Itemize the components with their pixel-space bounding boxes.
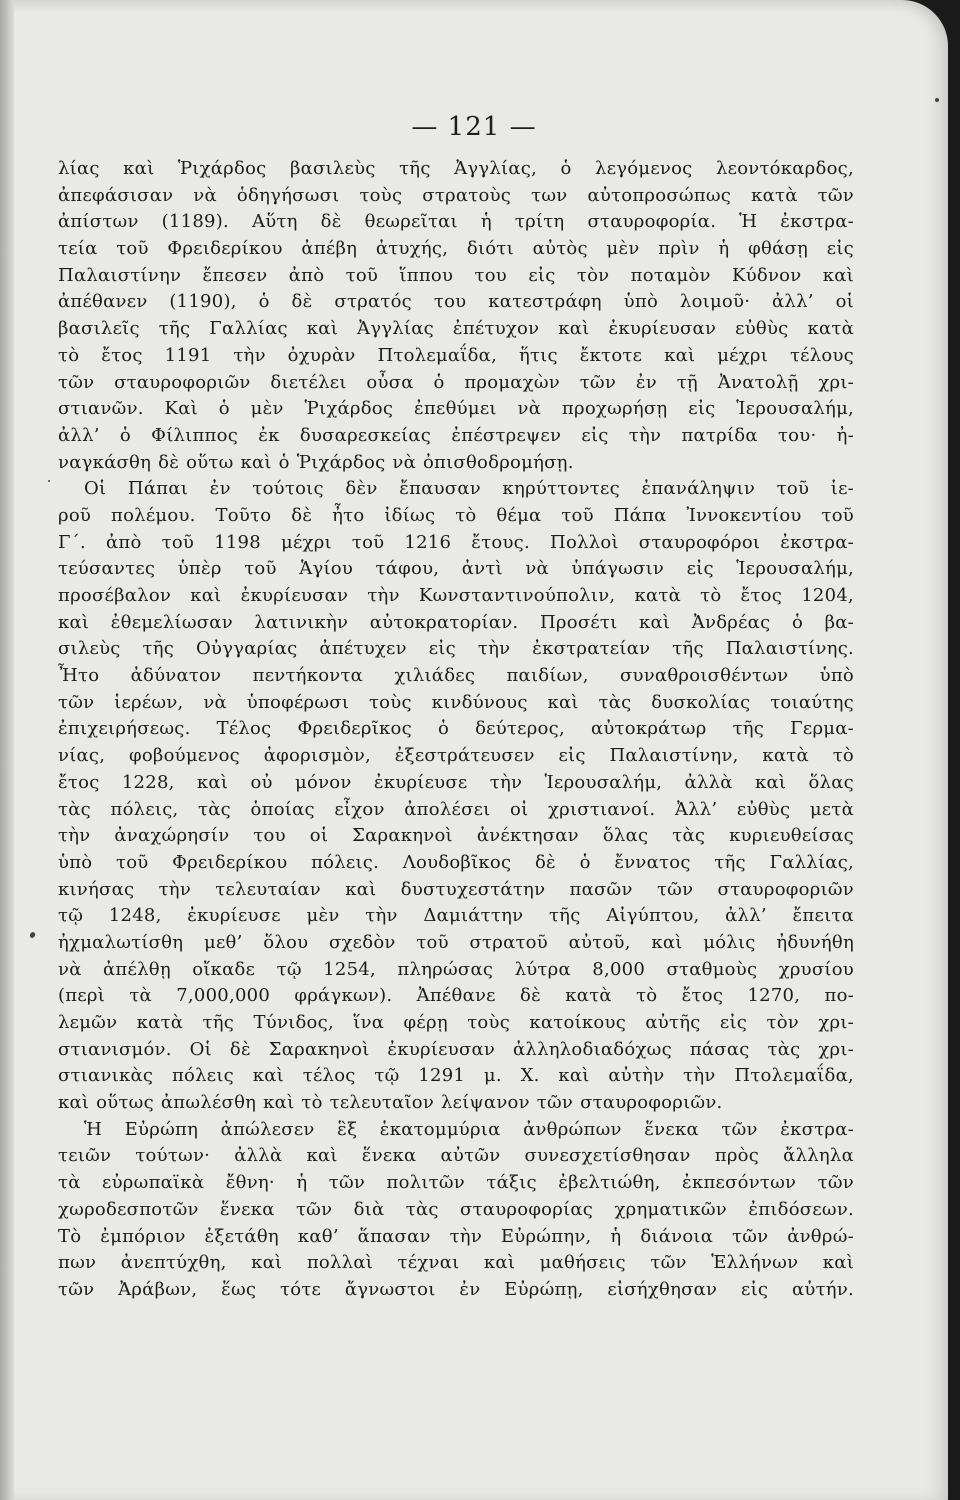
text-line: στιανισμόν. Οἱ δὲ Σαρακηνοὶ ἐκυρίευσαν ἀλληλοδιαδόχως πάσας τὰς χρι- [58, 1038, 854, 1060]
ink-speck [48, 480, 50, 482]
text-line: τεία τοῦ Φρειδερίκου ἀπέβη ἀτυχής, διότι αὐτὸς μὲν πρὶν ἡ φθάσῃ εἰς [58, 238, 854, 260]
text-line: πων ἀνεπτύχθη, καὶ πολλαὶ τέχναι καὶ μαθήσεις τῶν Ἑλλήνων καὶ [58, 1252, 854, 1274]
text-line: τὴν ἀναχώρησίν του οἱ Σαρακηνοὶ ἀνέκτησαν ὅλας τὰς κυριευθείσας [58, 825, 854, 847]
text-line: στιανικὰς πόλεις καὶ τέλος τῷ 1291 μ. Χ. καὶ αὐτὴν τὴν Πτολεμαΐδα, [58, 1065, 854, 1087]
text-line: χωροδεσποτῶν ἕνεκα τῶν διὰ τὰς σταυροφορίας χρηματικῶν ἐπιδόσεων. [58, 1198, 854, 1220]
text-line-paragraph-start: Οἱ Πάπαι ἐν τούτοις δὲν ἔπαυσαν κηρύττοντες ἐπανάληψιν τοῦ ἱε- [84, 478, 854, 500]
text-line: τῶν Ἀράβων, ἕως τότε ἄγνωστοι ἐν Εὐρώπῃ, εἰσήχθησαν εἰς αὐτήν. [58, 1278, 854, 1300]
text-line: ἀπέθανεν (1190), ὁ δὲ στρατός του κατεστράφη ὑπὸ λοιμοῦ· ἀλλ’ οἱ [58, 291, 854, 313]
text-line: ἀπεφάσισαν νὰ ὁδηγήσωσι τοὺς στρατοὺς των αὐτοπροσώπως κατὰ τῶν [58, 184, 854, 206]
text-line: κινήσας τὴν τελευταίαν καὶ δυστυχεστάτην πασῶν τῶν σταυροφοριῶν [58, 878, 854, 900]
text-line: βασιλεῖς τῆς Γαλλίας καὶ Ἀγγλίας ἐπέτυχον καὶ ἐκυρίευσαν εὐθὺς κατὰ [58, 318, 854, 340]
text-line: ὑπὸ τοῦ Φρειδερίκου πόλεις. Λουδοβῖκος δὲ ὁ ἔννατος τῆς Γαλλίας, [58, 851, 854, 873]
text-line: Ἦτο ἀδύνατον πεντήκοντα χιλιάδες παιδίων, συναθροισθέντων ὑπὸ [58, 665, 854, 687]
text-line: Τὸ ἐμπόριον ἐξετάθη καθ’ ἅπασαν τὴν Εὐρώπην, ἡ διάνοια τῶν ἀνθρώ- [58, 1225, 854, 1247]
text-line: νὰ ἀπέλθῃ οἴκαδε τῷ 1254, πληρώσας λύτρα 8,000 σταθμοὺς χρυσίου [58, 958, 854, 980]
text-line: ἐπιχειρήσεως. Τέλος Φρειδερῖκος ὁ δεύτερος, αὐτοκράτωρ τῆς Γερμα- [58, 718, 854, 740]
text-line: προσέβαλον καὶ ἐκυρίευσαν τὴν Κωνσταντινούπολιν, κατὰ τὸ ἔτος 1204, [58, 585, 854, 606]
text-line: ἀπίστων (1189). Αὕτη δὲ θεωρεῖται ἡ τρίτη σταυροφορία. Ἡ ἐκστρα- [58, 211, 854, 233]
text-line: τειῶν τούτων· ἀλλὰ καὶ ἕνεκα αὐτῶν συνεσχετίσθησαν πρὸς ἄλληλα [58, 1145, 854, 1167]
text-line: τὸ ἔτος 1191 τὴν ὀχυρὰν Πτολεμαΐδα, ἥτις ἔκτοτε καὶ μέχρι τέλους [58, 344, 854, 366]
text-line: στιανῶν. Καὶ ὁ μὲν Ῥιχάρδος ἐπεθύμει νὰ προχωρήσῃ εἰς Ἱερουσαλήμ, [58, 398, 854, 420]
text-line: τῷ 1248, ἐκυρίευσε μὲν τὴν Δαμιάττην τῆς Αἰγύπτου, ἀλλ’ ἔπειτα [58, 905, 854, 927]
text-line: (περὶ τὰ 7,000,000 φράγκων). Ἀπέθανε δὲ κατὰ τὸ ἔτος 1270, πο- [58, 985, 854, 1007]
text-line: τεύσαντες ὑπὲρ τοῦ Ἁγίου τάφου, ἀντὶ νὰ ὑπάγωσιν εἰς Ἱερουσαλήμ, [58, 558, 854, 580]
ink-speck [29, 931, 36, 939]
text-line: ροῦ πολέμου. Τοῦτο δὲ ἦτο ἰδίως τὸ θέμα τοῦ Πάπα Ἰννοκεντίου τοῦ [58, 504, 854, 526]
text-line: τὰ εὐρωπαϊκὰ ἔθνη· ἡ τῶν πολιτῶν τάξις ἐβελτιώθη, ἐκπεσόντων τῶν [58, 1172, 854, 1194]
text-line: ἀλλ’ ὁ Φίλιππος ἐκ δυσαρεσκείας ἐπέστρεψεν εἰς τὴν πατρίδα του· ἠ- [58, 424, 854, 446]
page-spine-shadow [0, 0, 14, 1500]
text-line-paragraph-end: καὶ οὕτως ἀπωλέσθη καὶ τὸ τελευταῖον λείψανον τῶν σταυροφοριῶν. [58, 1092, 723, 1114]
text-line: σιλεὺς τῆς Οὐγγαρίας ἀπέτυχεν εἰς τὴν ἐκστρατείαν τῆς Παλαιστίνης. [58, 638, 854, 660]
text-line: Παλαιστίνην ἔπεσεν ἀπὸ τοῦ ἵππου του εἰς τὸν ποταμὸν Κύδνον καὶ [58, 264, 854, 286]
ink-speck [935, 98, 939, 102]
text-line: τῶν σταυροφοριῶν διετέλει οὖσα ὁ προμαχὼν τῶν ἐν τῇ Ἀνατολῇ χρι- [58, 371, 854, 393]
body-text [58, 156, 854, 1304]
text-line: καὶ ἐθεμελίωσαν λατινικὴν αὐτοκρατορίαν. Προσέτι καὶ Ἀνδρέας ὁ βα- [58, 611, 854, 633]
text-line: τὰς πόλεις, τὰς ὁποίας εἶχον ἀπολέσει οἱ χριστιανοί. Ἀλλ’ εὐθὺς μετὰ [58, 798, 854, 820]
text-line-paragraph-start: Ἡ Εὐρώπη ἀπώλεσεν ἓξ ἑκατομμύρια ἀνθρώπων ἕνεκα τῶν ἐκστρα- [84, 1118, 854, 1140]
text-line: νίας, φοβούμενος ἀφορισμὸν, ἐξεστράτευσεν εἰς Παλαιστίνην, κατὰ τὸ [58, 745, 854, 767]
text-line: Γ΄. ἀπὸ τοῦ 1198 μέχρι τοῦ 1216 ἔτους. Πολλοὶ σταυροφόροι ἐκστρα- [58, 531, 854, 553]
text-line: ἠχμαλωτίσθη μεθ’ ὅλου σχεδὸν τοῦ στρατοῦ αὐτοῦ, καὶ μόλις ἠδυνήθη [58, 931, 854, 953]
text-line: τῶν ἱερέων, νὰ ὑποφέρωσι τοὺς κινδύνους καὶ τὰς δυσκολίας τοιαύτης [58, 691, 854, 713]
text-line-paragraph-end: ναγκάσθη δὲ οὕτω καὶ ὁ Ῥιχάρδος νὰ ὀπισθοδρομήσῃ. [58, 451, 574, 473]
text-line: ἔτος 1228, καὶ οὐ μόνον ἐκυρίευσε τὴν Ἱερουσαλήμ, ἀλλὰ καὶ ὅλας [58, 771, 854, 793]
text-line: λεμῶν κατὰ τῆς Τύνιδος, ἵνα φέρῃ τοὺς κατοίκους αὐτῆς εἰς τὸν χρι- [58, 1012, 854, 1033]
text-line: λίας καὶ Ῥιχάρδος βασιλεὺς τῆς Ἀγγλίας, ὁ λεγόμενος λεοντόκαρδος, [58, 158, 854, 179]
page-number: — 121 — [411, 112, 537, 142]
